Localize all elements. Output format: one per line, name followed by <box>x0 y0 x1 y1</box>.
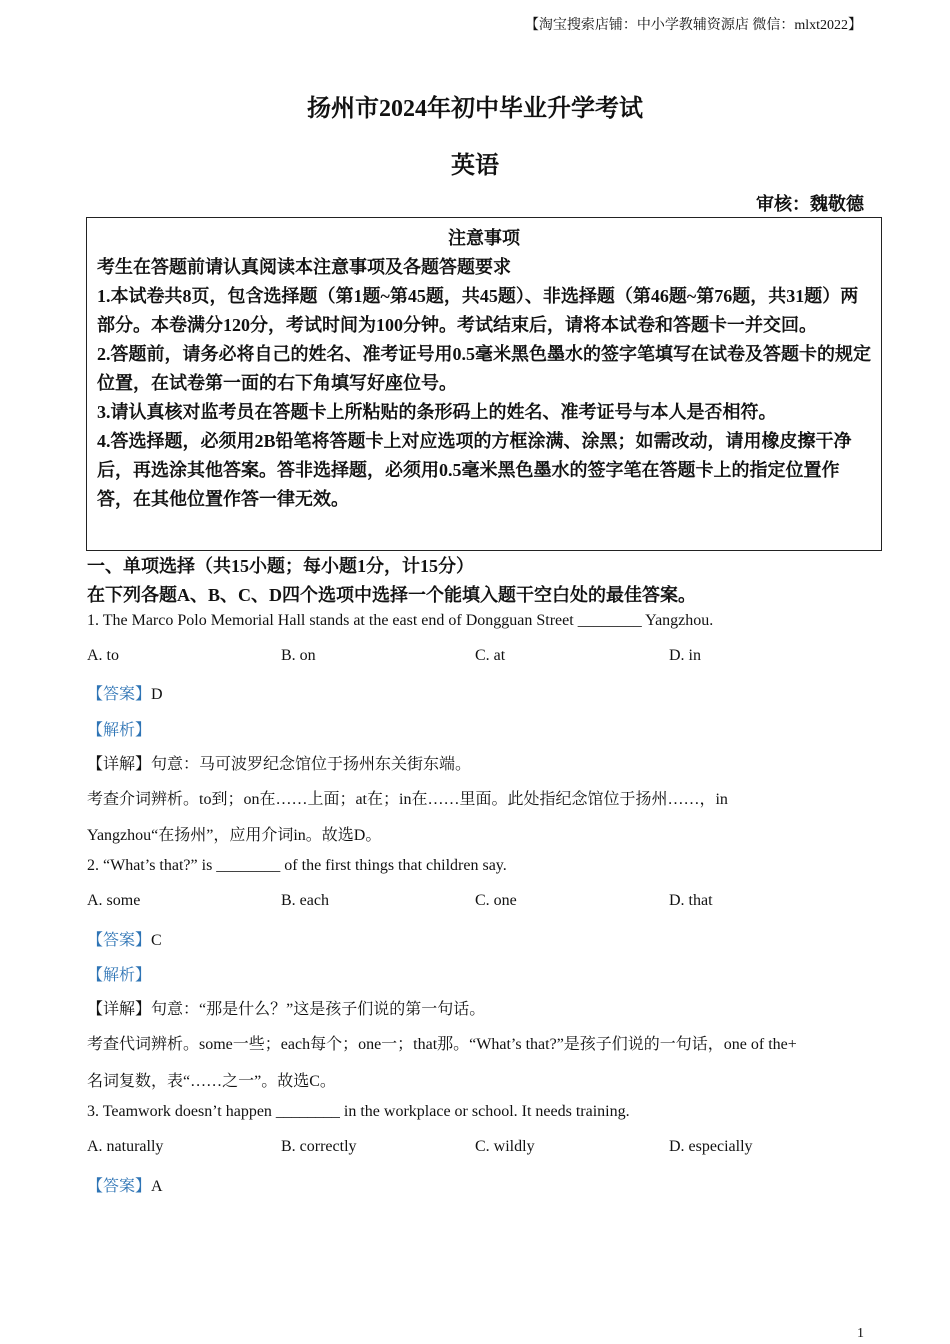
explanation-line: 名词复数，表“……之一”。故选C。 <box>87 1073 336 1090</box>
answer-tag: 【答案】 <box>87 932 152 949</box>
exam-title: 扬州市2024年初中毕业升学考试 <box>307 96 643 122</box>
option-c: C. at <box>475 647 506 664</box>
detail-text: 句意：“那是什么？”这是孩子们说的第一句话。 <box>151 1001 486 1018</box>
option-a: A. some <box>87 892 141 909</box>
detail-tag: 【详解】 <box>87 1001 152 1018</box>
header-note: 【淘宝搜索店铺：中小学教辅资源店 微信：mlxt2022】 <box>524 18 862 33</box>
answer-tag: 【答案】 <box>87 686 152 703</box>
answer-line <box>87 681 163 704</box>
option-a: A. naturally <box>87 1138 164 1155</box>
analysis-tag: 【解析】 <box>87 722 152 739</box>
analysis-tag: 【解析】 <box>87 967 152 984</box>
section-heading: 一、单项选择（共15小题；每小题1分，计15分） <box>87 556 474 576</box>
notice-line: 4.答选择题，必须用2B铅笔将答题卡上对应选项的方框涂满、涂黑；如需改动，请用橡皮擦干净后，再选涂其他答案。答非选择题，必须用0.5毫米黑色墨水的签字笔在答题卡上的指定位置作答，在其他位置作答一律无效。 <box>97 431 852 509</box>
notice-line: 考生在答题前请认真阅读本注意事项及各题答题要求 <box>97 257 511 277</box>
notice-line: 2.答题前，请务必将自己的姓名、准考证号用0.5毫米黑色墨水的签字笔填写在试卷及答题卡的规定位置，在试卷第一面的右下角填写好座位号。 <box>97 344 871 393</box>
explanation-line: 考查介词辨析。to到；on在……上面；at在；in在……里面。此处指纪念馆位于扬州……，in <box>87 791 728 808</box>
answer-value: A <box>151 1178 163 1195</box>
detail-line <box>87 751 471 774</box>
option-b: B. each <box>281 892 329 909</box>
detail-tag: 【详解】 <box>87 756 152 773</box>
option-d: D. that <box>669 892 713 909</box>
option-b: B. correctly <box>281 1138 357 1155</box>
explanation-line: 考查代词辨析。some一些；each每个；one一；that那。“What’s that?”是孩子们说的一句话，one of the+ <box>87 1036 797 1053</box>
answer-value: C <box>151 932 162 949</box>
detail-line <box>87 996 485 1019</box>
notice-title: 注意事项 <box>448 228 520 248</box>
explanation-line: Yangzhou“在扬州”，应用介词in。故选D。 <box>87 827 382 844</box>
answer-line <box>87 927 162 950</box>
notice-line: 1.本试卷共8页，包含选择题（第1题~第45题，共45题）、非选择题（第46题~第76题，共31题）两部分。本卷满分120分，考试时间为100分钟。考试结束后，请将本试卷和答题卡一并交回。 <box>97 286 859 335</box>
answer-tag: 【答案】 <box>87 1178 152 1195</box>
answer-value: D <box>151 686 163 703</box>
option-c: C. wildly <box>475 1138 535 1155</box>
answer-line <box>87 1173 163 1196</box>
option-a: A. to <box>87 647 119 664</box>
subject-title: 英语 <box>451 153 499 179</box>
page-number: 1 <box>857 1326 864 1341</box>
question-stem: 3. Teamwork doesn’t happen ________ in the workplace or school. It needs training. <box>87 1103 630 1120</box>
notice-box <box>86 217 882 551</box>
option-b: B. on <box>281 647 316 664</box>
notice-line: 3.请认真核对监考员在答题卡上所粘贴的条形码上的姓名、准考证号与本人是否相符。 <box>97 402 777 422</box>
question-stem: 2. “What’s that?” is ________ of the first things that children say. <box>87 857 507 874</box>
question-stem: 1. The Marco Polo Memorial Hall stands at the east end of Dongguan Street ________ Yangzhou. <box>87 612 714 629</box>
section-instruction: 在下列各题A、B、C、D四个选项中选择一个能填入题干空白处的最佳答案。 <box>87 585 696 605</box>
option-d: D. in <box>669 647 701 664</box>
reviewer: 审核：魏敬德 <box>756 194 864 214</box>
option-c: C. one <box>475 892 517 909</box>
option-d: D. especially <box>669 1138 753 1155</box>
detail-text: 句意：马可波罗纪念馆位于扬州东关街东端。 <box>151 756 472 773</box>
